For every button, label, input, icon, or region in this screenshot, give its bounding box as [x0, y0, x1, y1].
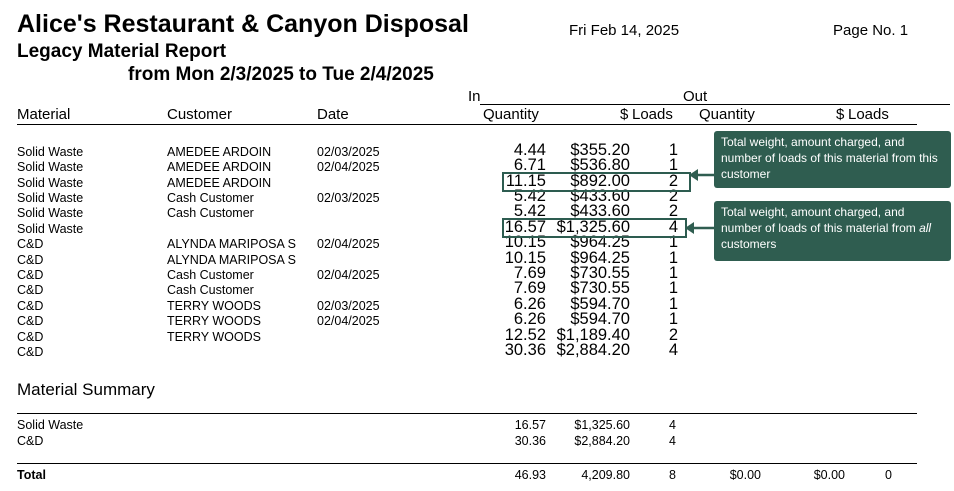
summary-quantity: 30.36 [514, 434, 546, 448]
summary-material: Solid Waste [17, 418, 84, 432]
total-rule [17, 463, 917, 464]
customer-cell: AMEDEE ARDOIN [167, 160, 272, 174]
customer-total-callout: Total weight, amount charged, and number of loads of this material from this customer [714, 131, 951, 188]
date-header: Date [317, 106, 349, 123]
customer-arrow-icon [687, 160, 717, 190]
material-cell: C&D [17, 345, 44, 359]
material-cell: Solid Waste [17, 176, 84, 190]
print-date: Fri Feb 14, 2025 [569, 22, 680, 39]
material-cell: Solid Waste [17, 160, 84, 174]
column-header-rule [17, 124, 917, 125]
summary-loads: 4 [669, 418, 676, 432]
table-row [0, 310, 954, 328]
total-in-quantity: 46.93 [514, 468, 546, 482]
amount-cell: $730.55 [570, 264, 630, 282]
summary-material: C&D [17, 434, 44, 448]
loads-cell: 1 [668, 295, 678, 313]
quantity-cell: 6.26 [513, 295, 546, 313]
date-range: from Mon 2/3/2025 to Tue 2/4/2025 [128, 64, 434, 85]
total-in-loads: 8 [669, 468, 676, 482]
loads-cell: 1 [668, 279, 678, 297]
summary-rule [17, 413, 917, 414]
customer-cell: Cash Customer [167, 283, 254, 297]
loads-cell: 1 [668, 141, 678, 159]
date-cell: 02/03/2025 [317, 145, 380, 159]
quantity-cell: 30.36 [504, 341, 546, 359]
amount-cell: $964.25 [570, 233, 630, 251]
summary-quantity: 16.57 [514, 418, 546, 432]
callout-text: customers [721, 237, 777, 251]
date-cell: 02/04/2025 [317, 237, 380, 251]
customer-header: Customer [167, 106, 233, 123]
customer-subtotal-highlight [502, 172, 691, 192]
date-cell: 02/04/2025 [317, 268, 380, 282]
quantity-cell: 5.42 [513, 202, 546, 220]
table-row [0, 295, 954, 313]
material-cell: C&D [17, 330, 44, 344]
loads-cell: 2 [668, 172, 678, 190]
material-cell: C&D [17, 314, 44, 328]
material-cell: C&D [17, 253, 44, 267]
date-cell: 02/04/2025 [317, 160, 380, 174]
loads-cell: 1 [668, 156, 678, 174]
amount-cell: $1,325.60 [556, 218, 630, 236]
in-loads-header: Loads [632, 106, 673, 123]
total-out-loads: 0 [885, 468, 892, 482]
material-total-highlight [502, 218, 687, 238]
material-cell: C&D [17, 299, 44, 313]
summary-loads: 4 [669, 434, 676, 448]
quantity-cell: 16.57 [504, 218, 546, 236]
material-header: Material [17, 106, 71, 123]
table-row [0, 279, 954, 297]
out-loads-header: Loads [848, 106, 889, 123]
material-summary-heading: Material Summary [17, 380, 155, 399]
summary-row [0, 434, 954, 448]
loads-cell: 2 [668, 187, 678, 205]
loads-cell: 1 [668, 264, 678, 282]
quantity-cell: 7.69 [513, 264, 546, 282]
company-name: Alice's Restaurant & Canyon Disposal [17, 10, 469, 38]
customer-cell: ALYNDA MARIPOSA S [167, 237, 296, 251]
total-out-amount: $0.00 [813, 468, 845, 482]
customer-cell: Cash Customer [167, 206, 254, 220]
material-cell: C&D [17, 268, 44, 282]
total-in-amount: 4,209.80 [581, 468, 630, 482]
customer-cell: Cash Customer [167, 191, 254, 205]
customer-cell: ALYNDA MARIPOSA S [167, 253, 296, 267]
table-row [0, 264, 954, 282]
loads-cell: 4 [668, 341, 678, 359]
date-cell: 02/03/2025 [317, 299, 380, 313]
loads-cell: 1 [668, 310, 678, 328]
customer-cell: TERRY WOODS [167, 314, 261, 328]
material-cell: Solid Waste [17, 222, 84, 236]
customer-cell: TERRY WOODS [167, 299, 261, 313]
quantity-cell: 10.15 [504, 233, 546, 251]
amount-cell: $433.60 [570, 202, 630, 220]
out-quantity-header: Quantity [699, 106, 755, 123]
loads-cell: 1 [668, 233, 678, 251]
quantity-cell: 6.26 [513, 310, 546, 328]
amount-cell: $536.80 [570, 156, 630, 174]
page-number: Page No. 1 [833, 22, 909, 39]
in-group-header: In [468, 88, 481, 105]
quantity-cell: 12.52 [504, 326, 546, 344]
callout-emphasis: all [919, 221, 932, 235]
loads-cell: 2 [668, 202, 678, 220]
amount-cell: $964.25 [570, 249, 630, 267]
in-amount-header: $ [620, 106, 629, 123]
material-cell: C&D [17, 237, 44, 251]
out-amount-header: $ [836, 106, 845, 123]
date-cell: 02/04/2025 [317, 314, 380, 328]
callout-text: Total weight, amount charged, and number of loads of this material from [721, 205, 920, 235]
amount-cell: $594.70 [570, 310, 630, 328]
material-cell: Solid Waste [17, 206, 84, 220]
quantity-cell: 7.69 [513, 279, 546, 297]
summary-amount: $1,325.60 [574, 418, 630, 432]
material-arrow-icon [683, 213, 717, 243]
report-title: Legacy Material Report [17, 41, 227, 62]
loads-cell: 2 [668, 326, 678, 344]
amount-cell: $355.20 [570, 141, 630, 159]
material-cell: C&D [17, 283, 44, 297]
loads-cell: 1 [668, 249, 678, 267]
date-cell: 02/03/2025 [317, 191, 380, 205]
total-label: Total [17, 468, 46, 482]
amount-cell: $892.00 [570, 172, 630, 190]
summary-amount: $2,884.20 [574, 434, 630, 448]
quantity-cell: 5.42 [513, 187, 546, 205]
group-header-rule [480, 104, 950, 105]
quantity-cell: 11.15 [505, 172, 546, 190]
material-cell: Solid Waste [17, 145, 84, 159]
quantity-cell: 6.71 [513, 156, 546, 174]
table-row [0, 326, 954, 344]
loads-cell: 4 [668, 218, 678, 236]
customer-cell: TERRY WOODS [167, 330, 261, 344]
customer-cell: AMEDEE ARDOIN [167, 145, 272, 159]
amount-cell: $2,884.20 [556, 341, 630, 359]
material-cell: Solid Waste [17, 191, 84, 205]
summary-row [0, 418, 954, 432]
customer-cell: Cash Customer [167, 268, 254, 282]
table-row [0, 341, 954, 359]
quantity-cell: 10.15 [504, 249, 546, 267]
customer-cell: AMEDEE ARDOIN [167, 176, 272, 190]
out-group-header: Out [683, 88, 708, 105]
total-row [0, 468, 954, 482]
amount-cell: $594.70 [570, 295, 630, 313]
quantity-cell: 4.44 [513, 141, 546, 159]
in-quantity-header: Quantity [483, 106, 539, 123]
amount-cell: $1,189.40 [556, 326, 630, 344]
total-out-quantity: $0.00 [729, 468, 761, 482]
amount-cell: $730.55 [570, 279, 630, 297]
all-customers-callout [714, 201, 951, 261]
amount-cell: $433.60 [570, 187, 630, 205]
